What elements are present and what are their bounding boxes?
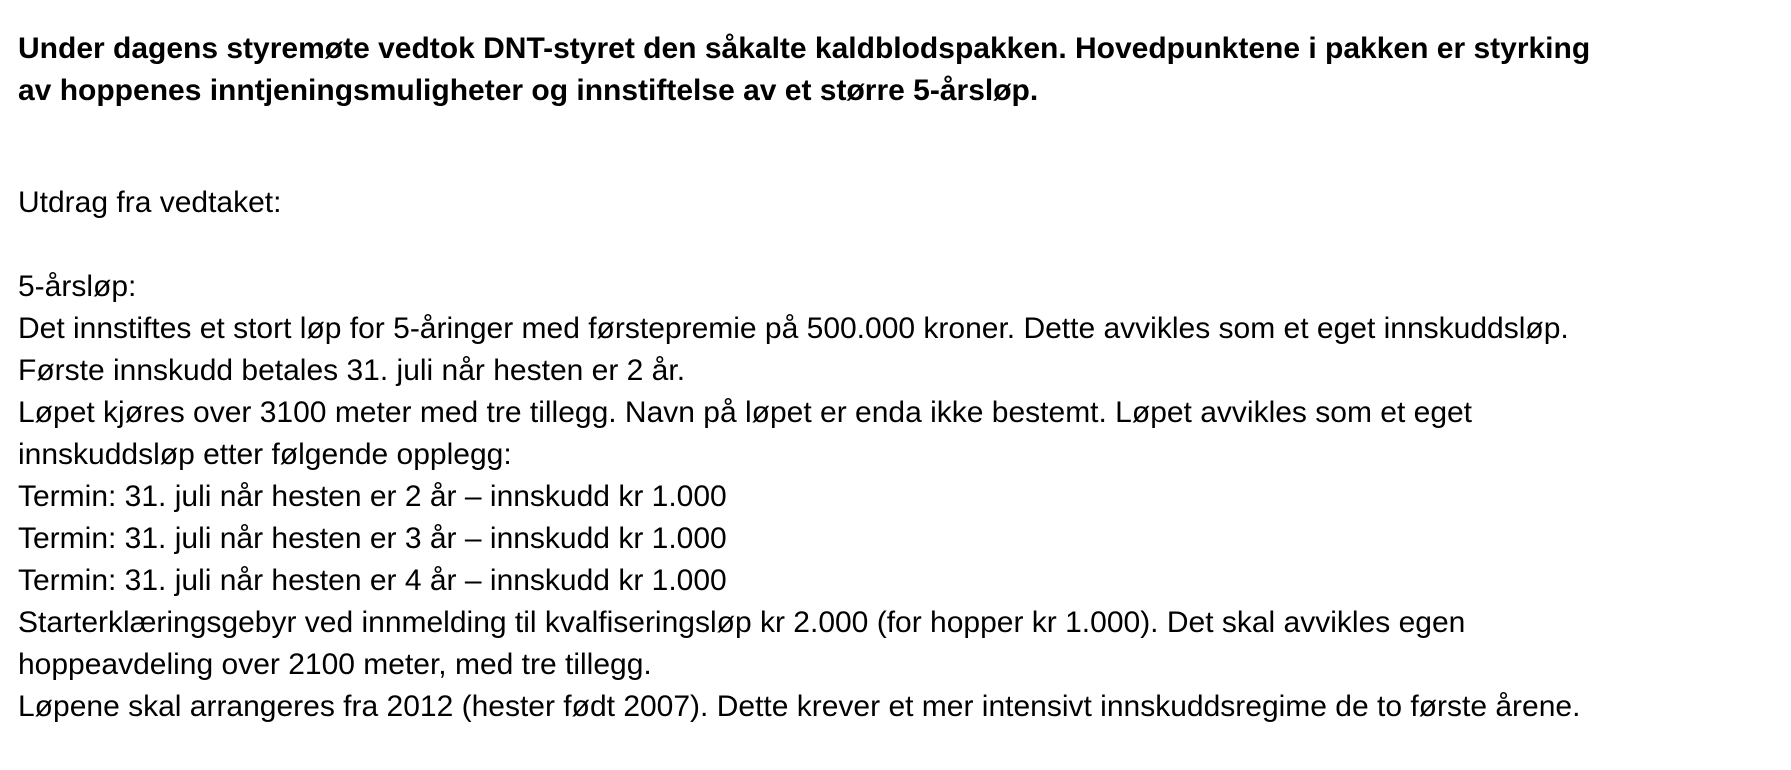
body-line: Første innskudd betales 31. juli når hesten er 2 år. — [18, 354, 686, 387]
term-line: Termin: 31. juli når hesten er 2 år – innskudd kr 1.000 — [18, 480, 727, 513]
excerpt-heading: Utdrag fra vedtaket: — [18, 186, 282, 219]
body-line: Det innstiftes et stort løp for 5-åringer med førstepremie på 500.000 kroner. Dette avvikles som et eget innskuddsløp. — [18, 312, 1569, 345]
intro-line-1: Under dagens styremøte vedtok DNT-styret den såkalte kaldblodspakken. Hovedpunktene i pakken er styrking — [18, 32, 1591, 65]
body-line: Løpet kjøres over 3100 meter med tre tillegg. Navn på løpet er enda ikke bestemt. Løpet avvikles som et eget — [18, 396, 1473, 429]
term-line: Termin: 31. juli når hesten er 3 år – innskudd kr 1.000 — [18, 522, 727, 555]
body-line: hoppeavdeling over 2100 meter, med tre tillegg. — [18, 648, 652, 681]
term-line: Termin: 31. juli når hesten er 4 år – innskudd kr 1.000 — [18, 564, 727, 597]
intro-line-2: av hoppenes inntjeningsmuligheter og innstiftelse av et større 5-årsløp. — [18, 74, 1039, 107]
body-line: Starterklæringsgebyr ved innmelding til kvalfiseringsløp kr 2.000 (for hopper kr 1.000). Det skal avvikles egen — [18, 606, 1466, 639]
section-heading: 5-årsløp: — [18, 270, 137, 303]
body-line: Løpene skal arrangeres fra 2012 (hester født 2007). Dette krever et mer intensivt innskuddsregime de to første årene. — [18, 690, 1581, 723]
body-line: innskuddsløp etter følgende opplegg: — [18, 438, 512, 471]
